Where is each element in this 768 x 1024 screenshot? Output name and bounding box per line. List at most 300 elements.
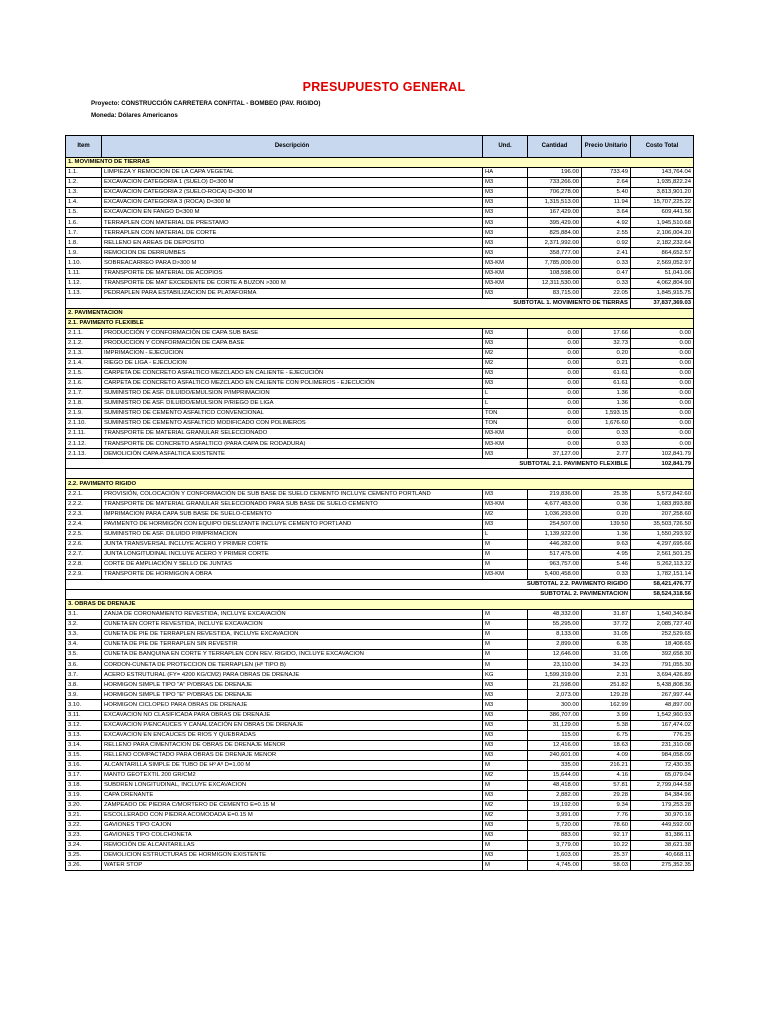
cell-item-code: 1.5. bbox=[66, 208, 102, 218]
cell-unit: M bbox=[483, 660, 528, 670]
cell-item-code: 2.2.4. bbox=[66, 519, 102, 529]
table-row bbox=[66, 499, 694, 509]
cell-item-code: 3.25. bbox=[66, 851, 102, 861]
cell-description: SOBREACARREO PARA D>300 M bbox=[102, 258, 483, 268]
table-row bbox=[66, 419, 694, 429]
section-label: 2.1. PAVIMENTO FLEXIBLE bbox=[66, 318, 694, 328]
cell-item-code: 1.11. bbox=[66, 268, 102, 278]
cell-item-code: 2.1.9. bbox=[66, 409, 102, 419]
section-row bbox=[66, 600, 694, 610]
cell-item-code: 3.10. bbox=[66, 700, 102, 710]
section-row bbox=[66, 158, 694, 168]
cell-description: CUNETA DE PIE DE TERRAPLEN REVESTIDA, INCLUYE EXCAVACION bbox=[102, 630, 483, 640]
cell-description: RELLENO COMPACTADO PARA OBRAS DE DRENAJE MENOR bbox=[102, 750, 483, 760]
table-row bbox=[66, 168, 694, 178]
cell-unit: M3-KM bbox=[483, 439, 528, 449]
cell-description: RELLENO PARA CIMENTACION DE OBRAS DE DRENAJE MENOR bbox=[102, 740, 483, 750]
cell-quantity: 358,777.00 bbox=[528, 248, 582, 258]
cell-unit: M3 bbox=[483, 710, 528, 720]
cell-description: CORTE DE AMPLIACIÓN Y SELLO DE JUNTAS bbox=[102, 559, 483, 569]
cell-unit-price: 4.95 bbox=[582, 549, 631, 559]
cell-item-code: 2.2.3. bbox=[66, 509, 102, 519]
cell-unit: M2 bbox=[483, 509, 528, 519]
cell-quantity: 48,418.00 bbox=[528, 780, 582, 790]
cell-item-code: 1.6. bbox=[66, 218, 102, 228]
cell-quantity: 83,715.00 bbox=[528, 288, 582, 298]
header-quantity: Cantidad bbox=[528, 136, 582, 158]
table-row bbox=[66, 429, 694, 439]
table-row bbox=[66, 409, 694, 419]
header-unit-price: Precio Unitario bbox=[582, 136, 631, 158]
cell-item-code: 1.2. bbox=[66, 178, 102, 188]
cell-total-cost: 2,569,052.97 bbox=[631, 258, 694, 268]
cell-total-cost: 1,782,151.14 bbox=[631, 569, 694, 579]
cell-unit-price: 0.47 bbox=[582, 268, 631, 278]
cell-quantity: 883.00 bbox=[528, 831, 582, 841]
table-row bbox=[66, 630, 694, 640]
cell-unit: KG bbox=[483, 670, 528, 680]
cell-total-cost: 2,106,004.20 bbox=[631, 228, 694, 238]
table-row bbox=[66, 831, 694, 841]
cell-unit-price: 17.66 bbox=[582, 328, 631, 338]
cell-total-cost: 791,055.30 bbox=[631, 660, 694, 670]
cell-quantity: 8,133.00 bbox=[528, 630, 582, 640]
table-row bbox=[66, 841, 694, 851]
cell-total-cost: 1,935,822.24 bbox=[631, 178, 694, 188]
cell-unit: M3 bbox=[483, 730, 528, 740]
cell-total-cost: 143,764.04 bbox=[631, 168, 694, 178]
table-row bbox=[66, 489, 694, 499]
cell-unit: M3 bbox=[483, 519, 528, 529]
cell-unit-price: 1,593.15 bbox=[582, 409, 631, 419]
cell-quantity: 0.00 bbox=[528, 338, 582, 348]
cell-unit: M bbox=[483, 630, 528, 640]
cell-total-cost: 1,683,893.88 bbox=[631, 499, 694, 509]
subtotal-row bbox=[66, 298, 694, 308]
table-row bbox=[66, 238, 694, 248]
cell-unit: M bbox=[483, 760, 528, 770]
cell-quantity: 23,110.00 bbox=[528, 660, 582, 670]
cell-total-cost: 449,592.00 bbox=[631, 821, 694, 831]
cell-quantity: 0.00 bbox=[528, 368, 582, 378]
cell-item-code: 3.18. bbox=[66, 780, 102, 790]
cell-unit: M3 bbox=[483, 288, 528, 298]
cell-unit-price: 9.34 bbox=[582, 800, 631, 810]
subtotal-value: 58,421,476.77 bbox=[631, 579, 694, 589]
header-total-cost: Costo Total bbox=[631, 136, 694, 158]
cell-quantity: 386,707.00 bbox=[528, 710, 582, 720]
cell-total-cost: 1,945,510.68 bbox=[631, 218, 694, 228]
cell-unit-price: 162.99 bbox=[582, 700, 631, 710]
cell-unit: M2 bbox=[483, 811, 528, 821]
table-row bbox=[66, 379, 694, 389]
cell-quantity: 15,644.00 bbox=[528, 770, 582, 780]
section-row bbox=[66, 479, 694, 489]
cell-unit: L bbox=[483, 389, 528, 399]
cell-unit-price: 0.21 bbox=[582, 358, 631, 368]
cell-total-cost: 38,621.38 bbox=[631, 841, 694, 851]
cell-quantity: 12,646.00 bbox=[528, 650, 582, 660]
table-row bbox=[66, 569, 694, 579]
cell-item-code: 2.1.11. bbox=[66, 429, 102, 439]
cell-total-cost: 231,310.08 bbox=[631, 740, 694, 750]
subtotal-blank bbox=[66, 589, 483, 599]
cell-unit-price: 139.50 bbox=[582, 519, 631, 529]
cell-total-cost: 0.00 bbox=[631, 399, 694, 409]
cell-unit: M3 bbox=[483, 178, 528, 188]
table-row bbox=[66, 780, 694, 790]
cell-unit: M3 bbox=[483, 720, 528, 730]
cell-item-code: 2.2.6. bbox=[66, 539, 102, 549]
cell-item-code: 3.26. bbox=[66, 861, 102, 871]
cell-unit-price: 0.33 bbox=[582, 439, 631, 449]
cell-description: ESCOLLERADO CON PIEDRA ACOMODADA E=0.15 M bbox=[102, 811, 483, 821]
cell-unit-price: 34.23 bbox=[582, 660, 631, 670]
table-row bbox=[66, 800, 694, 810]
cell-quantity: 0.00 bbox=[528, 409, 582, 419]
section-label: 2. PAVIMENTACION bbox=[66, 308, 694, 318]
cell-description: JUNTA LONGITUDINAL INCLUYE ACERO Y PRIMER CORTE bbox=[102, 549, 483, 559]
cell-item-code: 2.1.8. bbox=[66, 399, 102, 409]
cell-description: WATER STOP bbox=[102, 861, 483, 871]
cell-unit-price: 5.38 bbox=[582, 720, 631, 730]
cell-unit-price: 25.37 bbox=[582, 851, 631, 861]
cell-unit-price: 4.92 bbox=[582, 218, 631, 228]
cell-item-code: 2.2.9. bbox=[66, 569, 102, 579]
cell-unit: M3-KM bbox=[483, 278, 528, 288]
cell-item-code: 3.4. bbox=[66, 640, 102, 650]
cell-unit: M3 bbox=[483, 328, 528, 338]
cell-total-cost: 0.00 bbox=[631, 328, 694, 338]
cell-quantity: 3,991.00 bbox=[528, 811, 582, 821]
cell-total-cost: 81,386.11 bbox=[631, 831, 694, 841]
cell-unit-price: 1,676.60 bbox=[582, 419, 631, 429]
subtotal-label: SUBTOTAL 2.1. PAVIMENTO FLEXIBLE bbox=[483, 459, 631, 469]
table-row bbox=[66, 770, 694, 780]
cell-unit: M2 bbox=[483, 770, 528, 780]
table-row bbox=[66, 278, 694, 288]
cell-quantity: 0.00 bbox=[528, 399, 582, 409]
cell-quantity: 5,720.00 bbox=[528, 821, 582, 831]
cell-quantity: 21,598.00 bbox=[528, 680, 582, 690]
cell-description: CUNETA DE PIE DE TERRAPLEN SIN REVESTIR bbox=[102, 640, 483, 650]
table-row bbox=[66, 218, 694, 228]
cell-item-code: 2.1.12. bbox=[66, 439, 102, 449]
cell-item-code: 3.13. bbox=[66, 730, 102, 740]
cell-unit-price: 1.36 bbox=[582, 399, 631, 409]
table-row bbox=[66, 790, 694, 800]
subtotal-value: 102,841.79 bbox=[631, 459, 694, 469]
cell-item-code: 2.1.7. bbox=[66, 389, 102, 399]
cell-item-code: 3.14. bbox=[66, 740, 102, 750]
cell-description: HORMIGON SIMPLE TIPO "E" P/OBRAS DE DRENAJE bbox=[102, 690, 483, 700]
cell-unit: M bbox=[483, 841, 528, 851]
cell-total-cost: 51,041.06 bbox=[631, 268, 694, 278]
subtotal-label: SUBTOTAL 1. MOVIMIENTO DE TIERRAS bbox=[483, 298, 631, 308]
cell-total-cost: 864,652.57 bbox=[631, 248, 694, 258]
cell-total-cost: 0.00 bbox=[631, 348, 694, 358]
table-row bbox=[66, 358, 694, 368]
cell-total-cost: 2,182,232.64 bbox=[631, 238, 694, 248]
table-row bbox=[66, 449, 694, 459]
cell-unit: M bbox=[483, 640, 528, 650]
cell-total-cost: 776.25 bbox=[631, 730, 694, 740]
cell-unit: M3 bbox=[483, 740, 528, 750]
cell-quantity: 240,601.00 bbox=[528, 750, 582, 760]
cell-description: PROVISIÓN, COLOCACIÓN Y CONFORMACIÓN DE SUB BASE DE SUELO CEMENTO INCLUYE CEMENTO PORTLAND bbox=[102, 489, 483, 499]
cell-unit-price: 2.55 bbox=[582, 228, 631, 238]
cell-unit-price: 6.35 bbox=[582, 640, 631, 650]
cell-unit-price: 2.41 bbox=[582, 248, 631, 258]
cell-unit: M3-KM bbox=[483, 268, 528, 278]
cell-quantity: 37,127.00 bbox=[528, 449, 582, 459]
cell-unit: M3 bbox=[483, 690, 528, 700]
subtotal-row bbox=[66, 589, 694, 599]
cell-description: RIEGO DE LIGA - EJECUCION bbox=[102, 358, 483, 368]
cell-description: CARPETA DE CONCRETO ASFALTICO MEZCLADO EN CALIENTE CON POLIMEROS - EJECUCIÓN bbox=[102, 379, 483, 389]
cell-quantity: 19,192.00 bbox=[528, 800, 582, 810]
table-row bbox=[66, 328, 694, 338]
table-row bbox=[66, 178, 694, 188]
cell-description: SUMINISTRO DE CEMENTO ASFALTICO CONVENCIONAL bbox=[102, 409, 483, 419]
cell-unit-price: 0.92 bbox=[582, 238, 631, 248]
cell-description: EXCAVACION CATEGORIA 1 (SUELO) D<300 M bbox=[102, 178, 483, 188]
header-item: Item bbox=[66, 136, 102, 158]
cell-unit: M2 bbox=[483, 348, 528, 358]
table-row bbox=[66, 539, 694, 549]
cell-unit: M bbox=[483, 539, 528, 549]
cell-description: ZANJA DE CORONAMIENTO REVESTIDA, INCLUYE EXCAVACIÓN bbox=[102, 610, 483, 620]
cell-item-code: 3.8. bbox=[66, 680, 102, 690]
cell-total-cost: 267,997.44 bbox=[631, 690, 694, 700]
cell-unit-price: 0.20 bbox=[582, 348, 631, 358]
cell-unit-price: 22.05 bbox=[582, 288, 631, 298]
cell-unit: M3-KM bbox=[483, 499, 528, 509]
cell-unit: M3 bbox=[483, 228, 528, 238]
cell-quantity: 963,757.00 bbox=[528, 559, 582, 569]
cell-unit-price: 1.36 bbox=[582, 389, 631, 399]
header-unit: Und. bbox=[483, 136, 528, 158]
cell-description: PRODUCCION Y CONFORMACIÓN DE CAPA BASE bbox=[102, 338, 483, 348]
cell-description: IMPRIMACION PARA CAPA SUB BASE DE SUELO-CEMENTO bbox=[102, 509, 483, 519]
cell-quantity: 1,315,513.00 bbox=[528, 198, 582, 208]
cell-item-code: 3.16. bbox=[66, 760, 102, 770]
cell-unit-price: 4.16 bbox=[582, 770, 631, 780]
cell-unit-price: 78.60 bbox=[582, 821, 631, 831]
cell-total-cost: 4,062,804.90 bbox=[631, 278, 694, 288]
cell-unit-price: 18.63 bbox=[582, 740, 631, 750]
cell-description: REMOCION DE DERRUMBES bbox=[102, 248, 483, 258]
cell-total-cost: 15,707,225.22 bbox=[631, 198, 694, 208]
cell-description: TRANSPORTE DE MATERIAL GRANULAR SELECCIONADO bbox=[102, 429, 483, 439]
cell-quantity: 115.00 bbox=[528, 730, 582, 740]
table-row bbox=[66, 700, 694, 710]
cell-unit-price: 0.20 bbox=[582, 509, 631, 519]
cell-item-code: 1.8. bbox=[66, 238, 102, 248]
cell-description: EXCAVACION EN FANGO D<300 M bbox=[102, 208, 483, 218]
cell-quantity: 825,884.00 bbox=[528, 228, 582, 238]
subtotal-label: SUBTOTAL 2.2. PAVIMENTO RIGIDO bbox=[483, 579, 631, 589]
cell-item-code: 1.10. bbox=[66, 258, 102, 268]
cell-unit: TON bbox=[483, 409, 528, 419]
cell-quantity: 0.00 bbox=[528, 419, 582, 429]
cell-unit: L bbox=[483, 399, 528, 409]
cell-unit: M3-KM bbox=[483, 429, 528, 439]
cell-total-cost: 207,258.60 bbox=[631, 509, 694, 519]
cell-unit: M bbox=[483, 861, 528, 871]
cell-description: SUBDREN LONGITUDINAL, INCLUYE EXCAVACION bbox=[102, 780, 483, 790]
cell-total-cost: 1,550,293.92 bbox=[631, 529, 694, 539]
table-row bbox=[66, 861, 694, 871]
table-row bbox=[66, 509, 694, 519]
cell-unit: M2 bbox=[483, 800, 528, 810]
cell-total-cost: 0.00 bbox=[631, 338, 694, 348]
cell-quantity: 0.00 bbox=[528, 439, 582, 449]
subtotal-blank bbox=[66, 579, 483, 589]
cell-total-cost: 1,540,340.84 bbox=[631, 610, 694, 620]
cell-unit-price: 29.28 bbox=[582, 790, 631, 800]
cell-total-cost: 179,253.28 bbox=[631, 800, 694, 810]
cell-total-cost: 3,813,901.20 bbox=[631, 188, 694, 198]
cell-unit-price: 31.87 bbox=[582, 610, 631, 620]
cell-unit: M3 bbox=[483, 790, 528, 800]
table-row bbox=[66, 228, 694, 238]
cell-description: ZAMPEADO DE PIEDRA C/MORTERO DE CEMENTO E=0.15 M bbox=[102, 800, 483, 810]
cell-unit-price: 251.82 bbox=[582, 680, 631, 690]
cell-item-code: 3.23. bbox=[66, 831, 102, 841]
cell-unit-price: 0.33 bbox=[582, 429, 631, 439]
cell-description: JUNTA TRANSVERSAL INCLUYE ACERO Y PRIMER CORTE bbox=[102, 539, 483, 549]
cell-item-code: 3.24. bbox=[66, 841, 102, 851]
cell-unit: M3-KM bbox=[483, 569, 528, 579]
cell-description: SUMINISTRO DE ASF. DILUIDO P/IMPRIMACION bbox=[102, 529, 483, 539]
table-row bbox=[66, 640, 694, 650]
section-label: 1. MOVIMIENTO DE TIERRAS bbox=[66, 158, 694, 168]
cell-quantity: 733,266.00 bbox=[528, 178, 582, 188]
table-row bbox=[66, 680, 694, 690]
cell-description: MANTO GEOTEXTIL 200 GR/CM2 bbox=[102, 770, 483, 780]
cell-unit-price: 216.21 bbox=[582, 760, 631, 770]
cell-quantity: 2,073.00 bbox=[528, 690, 582, 700]
cell-total-cost: 35,503,726.50 bbox=[631, 519, 694, 529]
cell-unit-price: 7.76 bbox=[582, 811, 631, 821]
cell-description: GAVIONES TIPO CAJON bbox=[102, 821, 483, 831]
table-row bbox=[66, 620, 694, 630]
cell-unit-price: 129.28 bbox=[582, 690, 631, 700]
cell-quantity: 1,036,293.00 bbox=[528, 509, 582, 519]
cell-item-code: 3.9. bbox=[66, 690, 102, 700]
table-header-row bbox=[66, 136, 694, 158]
cell-unit-price: 0.33 bbox=[582, 278, 631, 288]
cell-description: ACERO ESTRUTURAL (FY= 4200 KG/CM2) PARA OBRAS DE DRENAJE bbox=[102, 670, 483, 680]
cell-unit-price: 5.40 bbox=[582, 188, 631, 198]
cell-item-code: 3.2. bbox=[66, 620, 102, 630]
cell-description: GAVIONES TIPO COLCHONETA bbox=[102, 831, 483, 841]
table-row bbox=[66, 188, 694, 198]
cell-item-code: 3.5. bbox=[66, 650, 102, 660]
cell-total-cost: 0.00 bbox=[631, 409, 694, 419]
header-description: Descripción bbox=[102, 136, 483, 158]
section-label: 3. OBRAS DE DRENAJE bbox=[66, 600, 694, 610]
cell-unit-price: 0.33 bbox=[582, 569, 631, 579]
table-row bbox=[66, 851, 694, 861]
cell-total-cost: 30,970.16 bbox=[631, 811, 694, 821]
cell-unit-price: 57.81 bbox=[582, 780, 631, 790]
project-line: Proyecto: CONSTRUCCIÓN CARRETERA CONFITAL - BOMBEO (PAV. RIGIDO) bbox=[91, 100, 321, 107]
cell-description: EXCAVACION EN ENCAUCES DE RIOS Y QUEBRADAS bbox=[102, 730, 483, 740]
cell-description: LIMPIEZA Y REMOCION DE LA CAPA VEGETAL bbox=[102, 168, 483, 178]
cell-unit: M3 bbox=[483, 208, 528, 218]
cell-item-code: 3.1. bbox=[66, 610, 102, 620]
cell-description: REMOCIÓN DE ALCANTARILLAS bbox=[102, 841, 483, 851]
cell-unit: M3 bbox=[483, 238, 528, 248]
cell-description: SUMINISTRO DE ASF. DILUIDO/EMULSION P/RIEGO DE LIGA bbox=[102, 399, 483, 409]
table-row bbox=[66, 650, 694, 660]
cell-total-cost: 0.00 bbox=[631, 429, 694, 439]
table-row bbox=[66, 368, 694, 378]
table-row bbox=[66, 660, 694, 670]
cell-description: TRANSPORTE DE CONCRETO ASFALTICO (PARA CAPA DE RODADURA) bbox=[102, 439, 483, 449]
cell-unit: M3 bbox=[483, 218, 528, 228]
cell-quantity: 12,416.00 bbox=[528, 740, 582, 750]
spacer-cell bbox=[66, 469, 694, 479]
cell-description: DEMOLICIÓN CAPA ASFALTICA EXISTENTE bbox=[102, 449, 483, 459]
cell-unit: M3 bbox=[483, 368, 528, 378]
cell-quantity: 1,139,922.00 bbox=[528, 529, 582, 539]
budget-table bbox=[65, 135, 694, 871]
cell-unit-price: 5.46 bbox=[582, 559, 631, 569]
cell-description: RELLENO EN AREAS DE DEPOSITO bbox=[102, 238, 483, 248]
cell-item-code: 2.1.10. bbox=[66, 419, 102, 429]
cell-unit-price: 3.99 bbox=[582, 710, 631, 720]
cell-item-code: 3.17. bbox=[66, 770, 102, 780]
cell-unit: M3 bbox=[483, 831, 528, 841]
cell-quantity: 55,295.00 bbox=[528, 620, 582, 630]
cell-total-cost: 4,297,695.66 bbox=[631, 539, 694, 549]
cell-item-code: 3.11. bbox=[66, 710, 102, 720]
cell-unit: M bbox=[483, 620, 528, 630]
cell-description: IMPRIMACION - EJECUCION bbox=[102, 348, 483, 358]
cell-item-code: 2.2.1. bbox=[66, 489, 102, 499]
cell-unit-price: 2.77 bbox=[582, 449, 631, 459]
table-row bbox=[66, 750, 694, 760]
table-body bbox=[66, 158, 694, 871]
cell-unit: M3-KM bbox=[483, 258, 528, 268]
cell-description: EXCAVACION CATEGORIA 2 (SUELO-ROCA) D<300 M bbox=[102, 188, 483, 198]
cell-quantity: 2,371,992.00 bbox=[528, 238, 582, 248]
subtotal-value: 37,837,369.03 bbox=[631, 298, 694, 308]
cell-item-code: 3.6. bbox=[66, 660, 102, 670]
table-row bbox=[66, 399, 694, 409]
section-row bbox=[66, 318, 694, 328]
cell-unit: M bbox=[483, 559, 528, 569]
cell-unit: M3 bbox=[483, 338, 528, 348]
cell-total-cost: 0.00 bbox=[631, 439, 694, 449]
cell-quantity: 196.00 bbox=[528, 168, 582, 178]
table-row bbox=[66, 258, 694, 268]
cell-item-code: 2.2.7. bbox=[66, 549, 102, 559]
cell-item-code: 3.20. bbox=[66, 800, 102, 810]
table-row bbox=[66, 288, 694, 298]
cell-description: PRODUCCIÓN Y CONFORMACIÓN DE CAPA SUB BASE bbox=[102, 328, 483, 338]
cell-unit: M3 bbox=[483, 248, 528, 258]
cell-description: PEDRAPLEN PARA ESTABILIZACION DE PLATAFORMA bbox=[102, 288, 483, 298]
cell-unit: M3 bbox=[483, 700, 528, 710]
table-row bbox=[66, 208, 694, 218]
cell-unit: TON bbox=[483, 419, 528, 429]
section-row bbox=[66, 308, 694, 318]
cell-total-cost: 102,841.79 bbox=[631, 449, 694, 459]
